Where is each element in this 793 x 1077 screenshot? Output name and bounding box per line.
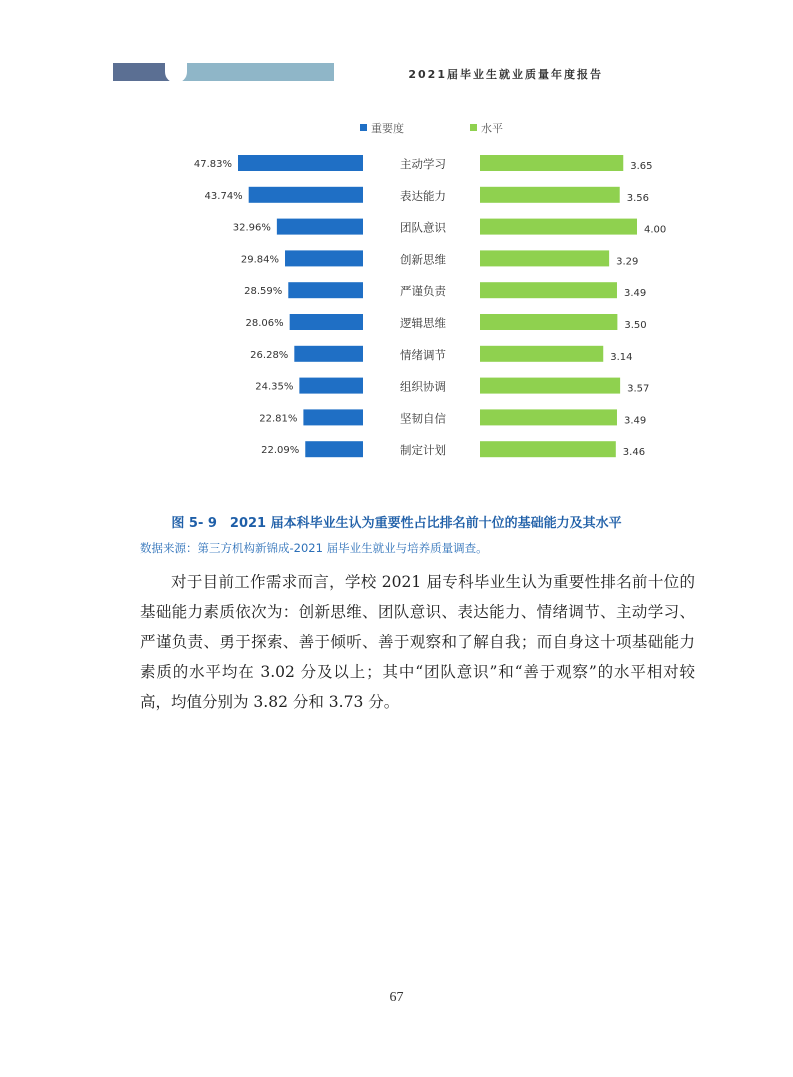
importance-label-7: 24.35% [255, 381, 294, 393]
level-label-5: 3.50 [624, 320, 647, 331]
body-text [140, 567, 695, 717]
level-label-6: 3.14 [610, 351, 633, 363]
importance-bar-0 [238, 155, 363, 171]
level-label-2: 4.00 [644, 224, 667, 236]
level-label-7: 3.57 [627, 383, 650, 395]
level-bar-9 [480, 441, 616, 457]
header-title: 2021届毕业生就业质量年度报告 [408, 68, 603, 81]
importance-label-2: 32.96% [232, 222, 271, 234]
importance-label-6: 26.28% [250, 349, 289, 361]
level-bar-0 [480, 155, 623, 171]
level-label-8: 3.49 [623, 415, 647, 427]
level-label-0: 3.65 [630, 161, 653, 172]
importance-bar-5 [290, 314, 363, 330]
importance-bar-9 [305, 441, 363, 457]
level-label-4: 3.49 [623, 288, 647, 300]
importance-bar-2 [277, 219, 363, 235]
body-paragraph: 对于目前工作需求而言，学校 2021 届专科毕业生认为重要性排名前十位的基础能力素质依次为：创新思维、团队意识、表达能力、情绪调节、主动学习、严谨负责、勇于探索、善于倾听、善于观察和了解自我；而自身这十项基础能力素质的水平均在 3.02 分及以上；其中“团队意识”和“善于观察”的水平相对较高，均值分别为 3.82 分和 3.73 分。 [140, 573, 695, 711]
category-label-3: 创新思维 [400, 252, 446, 267]
importance-bar-8 [303, 409, 363, 425]
category-label-4: 严谨负责 [400, 284, 446, 299]
figure-caption: 图 5- 9 2021 届本科毕业生认为重要性占比排名前十位的基础能力及其水平 [171, 516, 622, 531]
legend-label-0: 重要度 [371, 122, 404, 135]
legend-label-1: 水平 [481, 122, 503, 135]
category-label-7: 组织协调 [400, 379, 446, 394]
legend-swatch-0 [360, 124, 367, 131]
level-bar-8 [480, 409, 617, 425]
category-label-5: 逻辑思维 [400, 316, 446, 330]
level-bar-6 [480, 346, 603, 362]
importance-label-3: 29.84% [240, 254, 280, 266]
level-bar-2 [480, 219, 637, 235]
importance-label-1: 43.74% [204, 190, 243, 202]
importance-bar-1 [249, 187, 363, 203]
page-number: 67 [389, 990, 404, 1005]
level-label-9: 3.46 [622, 447, 646, 459]
level-bar-7 [480, 378, 620, 394]
importance-bar-4 [288, 282, 363, 298]
header-decoration [113, 63, 334, 81]
category-label-0: 主动学习 [400, 157, 446, 171]
category-label-6: 情绪调节 [400, 347, 446, 362]
data-source: 数据来源：第三方机构新锦成-2021 届毕业生就业与培养质量调查。 [140, 541, 488, 555]
level-bar-3 [480, 250, 609, 266]
level-label-3: 3.29 [616, 256, 639, 268]
level-bar-4 [480, 282, 617, 298]
category-label-2: 团队意识 [400, 220, 446, 235]
legend-swatch-1 [470, 124, 477, 131]
level-label-1: 3.56 [626, 192, 649, 204]
category-label-1: 表达能力 [400, 188, 446, 203]
importance-label-9: 22.09% [261, 445, 300, 457]
level-bar-1 [480, 187, 620, 203]
importance-label-4: 28.59% [244, 286, 283, 298]
importance-bar-3 [285, 250, 363, 266]
ability-chart [150, 110, 670, 475]
importance-bar-7 [299, 378, 363, 394]
importance-label-0: 47.83% [193, 159, 232, 170]
importance-label-5: 28.06% [245, 318, 284, 329]
level-bar-5 [480, 314, 617, 330]
category-label-9: 制定计划 [400, 443, 446, 458]
importance-label-8: 22.81% [259, 413, 298, 425]
importance-bar-6 [294, 346, 363, 362]
category-label-8: 坚韧自信 [400, 411, 446, 426]
